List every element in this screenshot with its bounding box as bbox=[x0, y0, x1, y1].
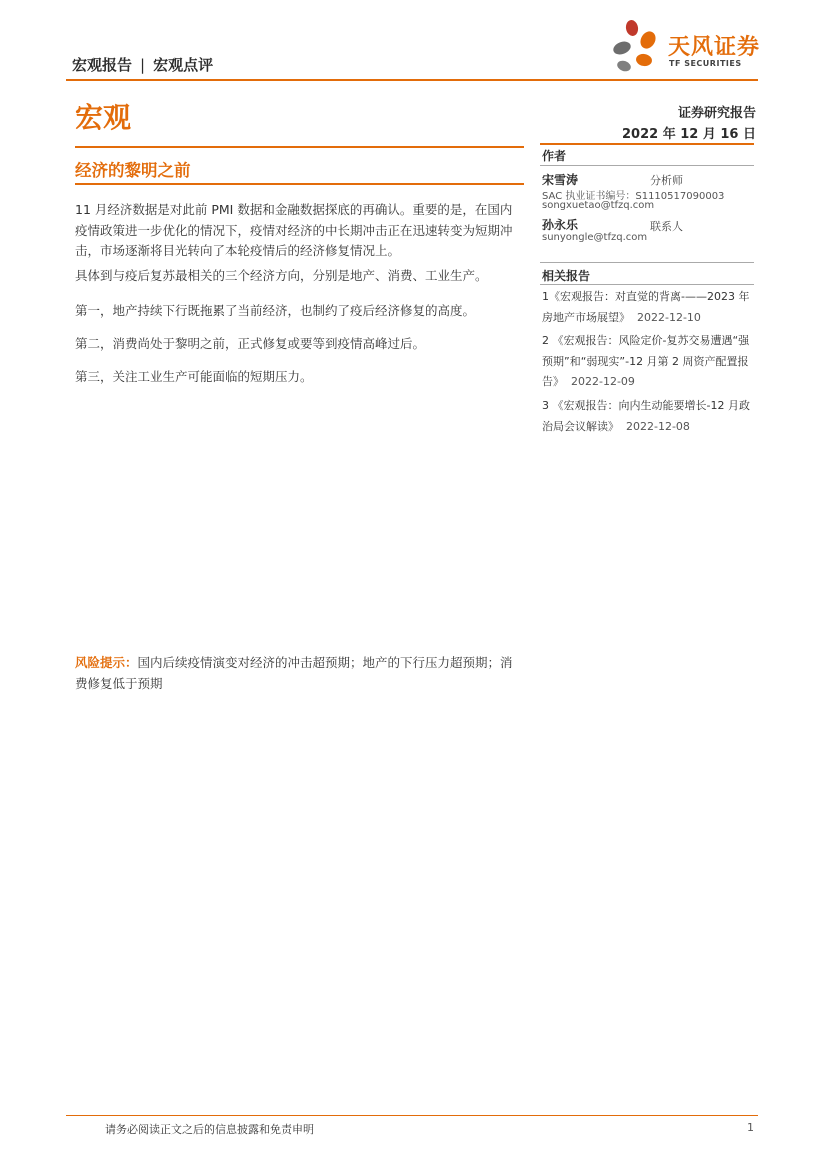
footer-divider bbox=[66, 1115, 758, 1116]
body-paragraph-1: 11 月经济数据是对此前 PMI 数据和金融数据探底的再确认。重要的是，在国内疫情政策进一步优化的情况下，疫情对经济的中长期冲击正在迅速转变为短期冲击，市场逐渐将目光转向了本轮疫情后的经济修复情况上。 bbox=[75, 202, 513, 258]
author-name: 宋雪涛 bbox=[542, 173, 579, 187]
related-report-1[interactable] bbox=[542, 287, 756, 328]
subtitle-bottom-rule bbox=[75, 183, 524, 185]
page-number: 1 bbox=[747, 1121, 754, 1134]
related-report-2[interactable] bbox=[542, 331, 756, 393]
body-paragraph-5: 第三，关注工业生产可能面临的短期压力。 bbox=[75, 369, 313, 384]
subcategory-label: 宏观点评 bbox=[153, 56, 214, 74]
doc-type: 证券研究报告 bbox=[677, 106, 756, 121]
authors-heading: 作者 bbox=[542, 149, 567, 163]
header-divider bbox=[66, 79, 758, 81]
related-report-3[interactable] bbox=[542, 396, 756, 437]
tf-logo-icon bbox=[608, 18, 668, 78]
section-title: 宏观 bbox=[75, 101, 132, 134]
risk-text: 国内后续疫情演变对经济的冲击超预期；地产的下行压力超预期；消费修复低于预期 bbox=[75, 655, 513, 691]
category-separator: | bbox=[140, 56, 146, 74]
author-email[interactable]: songxuetao@tfzq.com bbox=[542, 200, 655, 211]
body-paragraph-2: 具体到与疫后复苏最相关的三个经济方向，分别是地产、消费、工业生产。 bbox=[75, 268, 488, 283]
related-report-title: 2 《宏观报告：风险定价-复苏交易遭遇“强预期”和“弱现实”-12 月第 2 周资产配置报告》 bbox=[542, 334, 750, 388]
authors-top-rule bbox=[540, 143, 754, 145]
logo-text-cn: 天风证券 bbox=[668, 35, 761, 60]
related-report-title: 1《宏观报告：对直觉的背离-——2023 年房地产市场展望》 bbox=[542, 290, 750, 324]
related-report-title: 3 《宏观报告：向内生动能要增长-12 月政治局会议解读》 bbox=[542, 399, 750, 433]
related-heading-rule bbox=[540, 284, 754, 285]
related-heading: 相关报告 bbox=[542, 269, 591, 283]
footer-disclaimer: 请务必阅读正文之后的信息披露和免责申明 bbox=[105, 1123, 314, 1136]
subtitle-top-rule bbox=[75, 146, 524, 148]
related-report-date: 2022-12-09 bbox=[571, 375, 635, 388]
report-date: 2022 年 12 月 16 日 bbox=[622, 127, 756, 142]
related-report-date: 2022-12-08 bbox=[626, 419, 690, 433]
report-category bbox=[72, 54, 213, 75]
risk-label: 风险提示： bbox=[75, 655, 138, 670]
body-paragraph-4: 第二，消费尚处于黎明之前，正式修复或要等到疫情高峰过后。 bbox=[75, 336, 426, 351]
author-name: 孙永乐 bbox=[542, 218, 579, 232]
report-subtitle: 经济的黎明之前 bbox=[75, 161, 191, 180]
author-cert: SAC 执业证书编号：S1110517090003 bbox=[542, 191, 725, 202]
author-role: 联系人 bbox=[650, 220, 683, 233]
risk-warning bbox=[75, 653, 524, 694]
logo-text-en: TF SECURITIES bbox=[669, 59, 742, 68]
author-role: 分析师 bbox=[650, 174, 683, 187]
related-top-rule bbox=[540, 262, 754, 263]
body-paragraph-3: 第一，地产持续下行既拖累了当前经济，也制约了疫后经济修复的高度。 bbox=[75, 303, 476, 318]
authors-heading-rule bbox=[540, 165, 754, 166]
author-email[interactable]: sunyongle@tfzq.com bbox=[542, 232, 648, 243]
category-label: 宏观报告 bbox=[72, 56, 133, 74]
related-report-date: 2022-12-10 bbox=[637, 310, 701, 324]
